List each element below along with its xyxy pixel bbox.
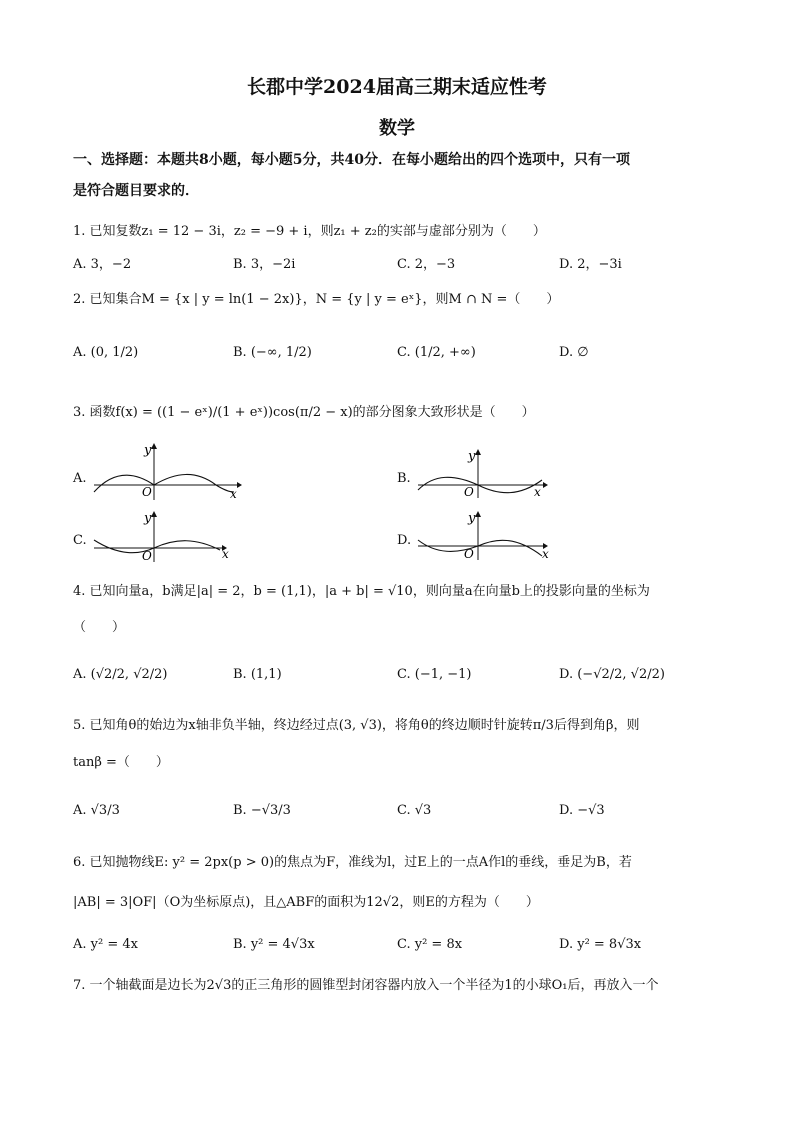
q5-option-b: B. −√3/3 <box>233 803 291 818</box>
q3-option-a: A. <box>73 471 87 486</box>
q3-d-y-label: y <box>468 511 476 526</box>
q4-option-d: D. (−√2/2, √2/2) <box>559 667 665 682</box>
q2-stem: 2. 已知集合M = {x | y = ln(1 − 2x)}，N = {y | y = eˣ}，则M ∩ N =（ ） <box>73 292 560 307</box>
q3-graph-a <box>92 442 242 502</box>
q3-c-origin: O <box>142 549 152 563</box>
q7-stem: 7. 一个轴截面是边长为2√3的正三角形的圆锥型封闭容器内放入一个半径为1的小球O₁后，再放入一个 <box>73 978 659 993</box>
q3-option-b: B. <box>397 471 411 486</box>
q2-option-b: B. (−∞, 1/2) <box>233 345 312 360</box>
q5-option-c: C. √3 <box>397 803 432 818</box>
page-title: 长郡中学2024届高三期末适应性考 <box>247 76 547 98</box>
q3-graph-d <box>416 510 556 562</box>
q5-option-a: A. √3/3 <box>73 803 120 818</box>
q1-option-c: C. 2，−3 <box>397 257 456 272</box>
q6-option-b: B. y² = 4√3x <box>233 937 315 952</box>
q4-stem-line1: 4. 已知向量a，b满足|a| = 2，b = (1,1)，|a + b| = √10，则向量a在向量b上的投影向量的坐标为 <box>73 584 650 599</box>
q6-option-d: D. y² = 8√3x <box>559 937 642 952</box>
q5-stem-line2: tanβ =（ ） <box>73 755 169 770</box>
q5-option-d: D. −√3 <box>559 803 605 818</box>
q3-graph-c <box>92 510 237 564</box>
q6-stem-line1: 6. 已知抛物线E: y² = 2px(p > 0)的焦点为F，准线为l，过E上的一点A作l的垂线，垂足为B，若 <box>73 855 632 870</box>
q3-b-y-label: y <box>468 449 476 464</box>
q4-option-a: A. (√2/2, √2/2) <box>73 667 168 682</box>
q3-graph-b <box>416 448 551 500</box>
q1-option-b: B. 3，−2i <box>233 257 296 272</box>
q4-option-c: C. (−1, −1) <box>397 667 472 682</box>
q3-b-origin: O <box>464 485 474 499</box>
q1-option-a: A. 3，−2 <box>73 257 132 272</box>
q1-option-d: D. 2，−3i <box>559 257 622 272</box>
q5-stem-line1: 5. 已知角θ的始边为x轴非负半轴，终边经过点(3, √3)，将角θ的终边顺时针旋转π/3后得到角β，则 <box>73 718 640 733</box>
q3-stem: 3. 函数f(x) = ((1 − eˣ)/(1 + eˣ))cos(π/2 − x)的部分图象大致形状是（ ） <box>73 405 535 420</box>
q3-a-x-label: x <box>230 487 237 501</box>
q3-c-y-label: y <box>144 511 152 526</box>
q2-option-a: A. (0, 1/2) <box>73 345 139 360</box>
q4-stem-line2: （ ） <box>73 620 126 635</box>
q3-option-d: D. <box>397 533 412 548</box>
q3-option-c: C. <box>73 533 87 548</box>
q4-option-b: B. (1,1) <box>233 667 282 682</box>
q2-option-d: D. ∅ <box>559 345 589 360</box>
section-heading-line2: 是符合题目要求的． <box>73 183 199 199</box>
q3-b-x-label: x <box>534 485 541 499</box>
q3-a-y-label: y <box>144 443 152 458</box>
q6-option-c: C. y² = 8x <box>397 937 463 952</box>
q2-option-c: C. (1/2, +∞) <box>397 345 476 360</box>
q6-option-a: A. y² = 4x <box>73 937 138 952</box>
q3-c-x-label: x <box>222 547 229 561</box>
q6-stem-line2: |AB| = 3|OF|（O为坐标原点)，且△ABF的面积为12√2，则E的方程为（ ） <box>73 895 539 910</box>
q1-stem: 1. 已知复数z₁ = 12 − 3i，z₂ = −9 + i，则z₁ + z₂的实部与虚部分别为（ ） <box>73 224 546 239</box>
subject-title: 数学 <box>379 118 415 139</box>
q3-d-x-label: x <box>542 547 549 561</box>
q3-d-origin: O <box>464 547 474 561</box>
section-heading-line1: 一、选择题：本题共8小题，每小题5分，共40分．在每小题给出的四个选项中，只有一项 <box>73 152 630 168</box>
q3-a-origin: O <box>142 485 152 499</box>
